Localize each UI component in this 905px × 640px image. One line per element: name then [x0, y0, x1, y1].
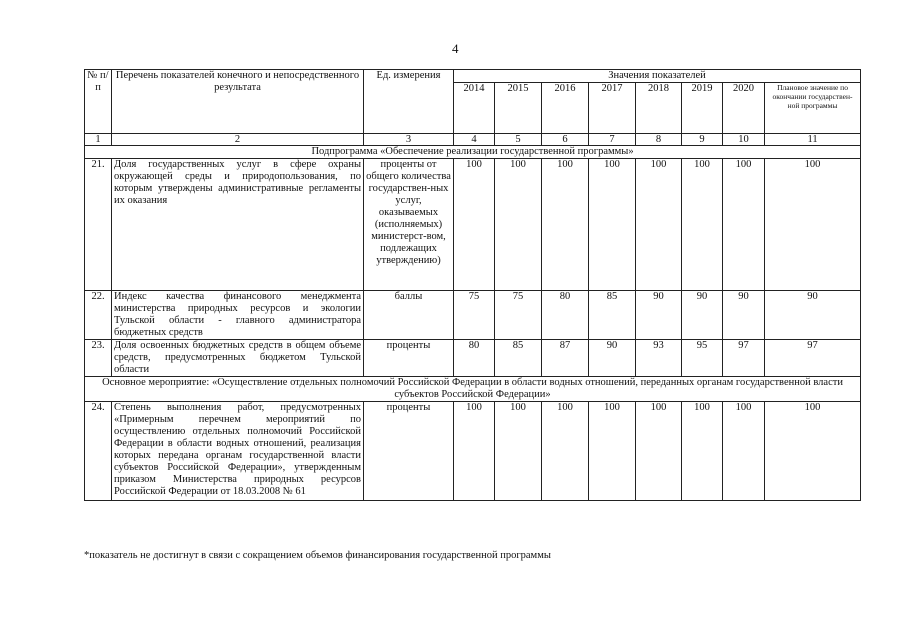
- row-value: 100: [682, 402, 723, 501]
- row-value: 100: [454, 402, 495, 501]
- row-unit: баллы: [364, 291, 454, 340]
- header-year: 2014: [454, 83, 495, 134]
- indicators-table: [84, 69, 861, 501]
- column-number: 11: [765, 134, 861, 146]
- main-event-title: Основное мероприятие: «Осуществление отдельных полномочий Российской Федерации в области водных отношений, переданных органам государственной власти субъектов Российской Федерации»: [85, 377, 861, 402]
- row-value: 100: [454, 159, 495, 291]
- row-no: 21.: [85, 159, 112, 291]
- row-value: 100: [589, 402, 636, 501]
- page-number: 4: [452, 41, 459, 56]
- column-number: 2: [112, 134, 364, 146]
- row-value: 100: [495, 402, 542, 501]
- column-number: 8: [636, 134, 682, 146]
- main-event-row: [85, 377, 861, 402]
- column-number: 5: [495, 134, 542, 146]
- row-value: 100: [542, 402, 589, 501]
- row-value: 100: [723, 159, 765, 291]
- row-value: 85: [495, 340, 542, 377]
- row-value: 100: [682, 159, 723, 291]
- row-value: 87: [542, 340, 589, 377]
- subprogram-title: Подпрограмма «Обеспечение реализации государственной программы»: [85, 146, 861, 159]
- row-indicator-name: Доля государственных услуг в сфере охраны окружающей среды и природопользования, по которым утверждены административные регламенты их оказания: [112, 159, 364, 291]
- row-value: 100: [589, 159, 636, 291]
- row-value: 75: [454, 291, 495, 340]
- row-indicator-name: Доля освоенных бюджетных средств в общем объеме средств, предусмотренных бюджетом Тульской области: [112, 340, 364, 377]
- header-row: [85, 70, 861, 83]
- row-value: 85: [589, 291, 636, 340]
- column-number: 9: [682, 134, 723, 146]
- header-indicators: Перечень показателей конечного и непосредственного результата: [112, 70, 364, 134]
- header-year: 2018: [636, 83, 682, 134]
- row-value: 90: [589, 340, 636, 377]
- row-no: 23.: [85, 340, 112, 377]
- table-row: [85, 159, 861, 291]
- row-unit: проценты от общего количества государствен-ных услуг, оказываемых (исполняемых) министерст-вом, подлежащих утверждению): [364, 159, 454, 291]
- row-value: 90: [682, 291, 723, 340]
- row-value: 80: [542, 291, 589, 340]
- row-value: 95: [682, 340, 723, 377]
- row-planned: 90: [765, 291, 861, 340]
- column-numbers-row: [85, 134, 861, 146]
- row-value: 100: [636, 159, 682, 291]
- row-planned: 97: [765, 340, 861, 377]
- subprogram-row: [85, 146, 861, 159]
- column-number: 10: [723, 134, 765, 146]
- row-no: 22.: [85, 291, 112, 340]
- header-unit: Ед. измерения: [364, 70, 454, 134]
- row-value: 100: [495, 159, 542, 291]
- row-indicator-name: Индекс качества финансового менеджмента министерства природных ресурсов и экологии Тульской области - главного администратора бюджетных средств: [112, 291, 364, 340]
- column-number: 7: [589, 134, 636, 146]
- row-unit: проценты: [364, 402, 454, 501]
- row-planned: 100: [765, 159, 861, 291]
- header-year: 2020: [723, 83, 765, 134]
- row-value: 90: [723, 291, 765, 340]
- column-number: 4: [454, 134, 495, 146]
- row-value: 97: [723, 340, 765, 377]
- header-no: № п/п: [85, 70, 112, 134]
- footnote: *показатель не достигнут в связи с сокращением объемов финансирования государственной программы: [84, 550, 551, 561]
- row-indicator-name: Степень выполнения работ, предусмотренных «Примерным перечнем мероприятий по осуществлению отдельных полномочий Российской Федерации в области водных отношений, реализация которых передана органам государственной власти субъектов Российской Федерации», утвержденным приказом Министерства природных ресурсов Российской Федерации от 18.03.2008 № 61: [112, 402, 364, 501]
- row-value: 100: [723, 402, 765, 501]
- column-number: 3: [364, 134, 454, 146]
- row-unit: проценты: [364, 340, 454, 377]
- header-values-title: Значения показателей: [454, 70, 861, 83]
- header-year: 2016: [542, 83, 589, 134]
- header-year: 2019: [682, 83, 723, 134]
- row-value: 93: [636, 340, 682, 377]
- row-value: 100: [636, 402, 682, 501]
- row-planned: 100: [765, 402, 861, 501]
- row-value: 80: [454, 340, 495, 377]
- table-row: [85, 291, 861, 340]
- table-row: [85, 340, 861, 377]
- header-planned: Плановое значение по окончании государствен-ной программы: [765, 83, 861, 134]
- column-number: 6: [542, 134, 589, 146]
- table-row: [85, 402, 861, 501]
- header-year: 2017: [589, 83, 636, 134]
- row-value: 100: [542, 159, 589, 291]
- row-no: 24.: [85, 402, 112, 501]
- header-year: 2015: [495, 83, 542, 134]
- row-value: 75: [495, 291, 542, 340]
- row-value: 90: [636, 291, 682, 340]
- column-number: 1: [85, 134, 112, 146]
